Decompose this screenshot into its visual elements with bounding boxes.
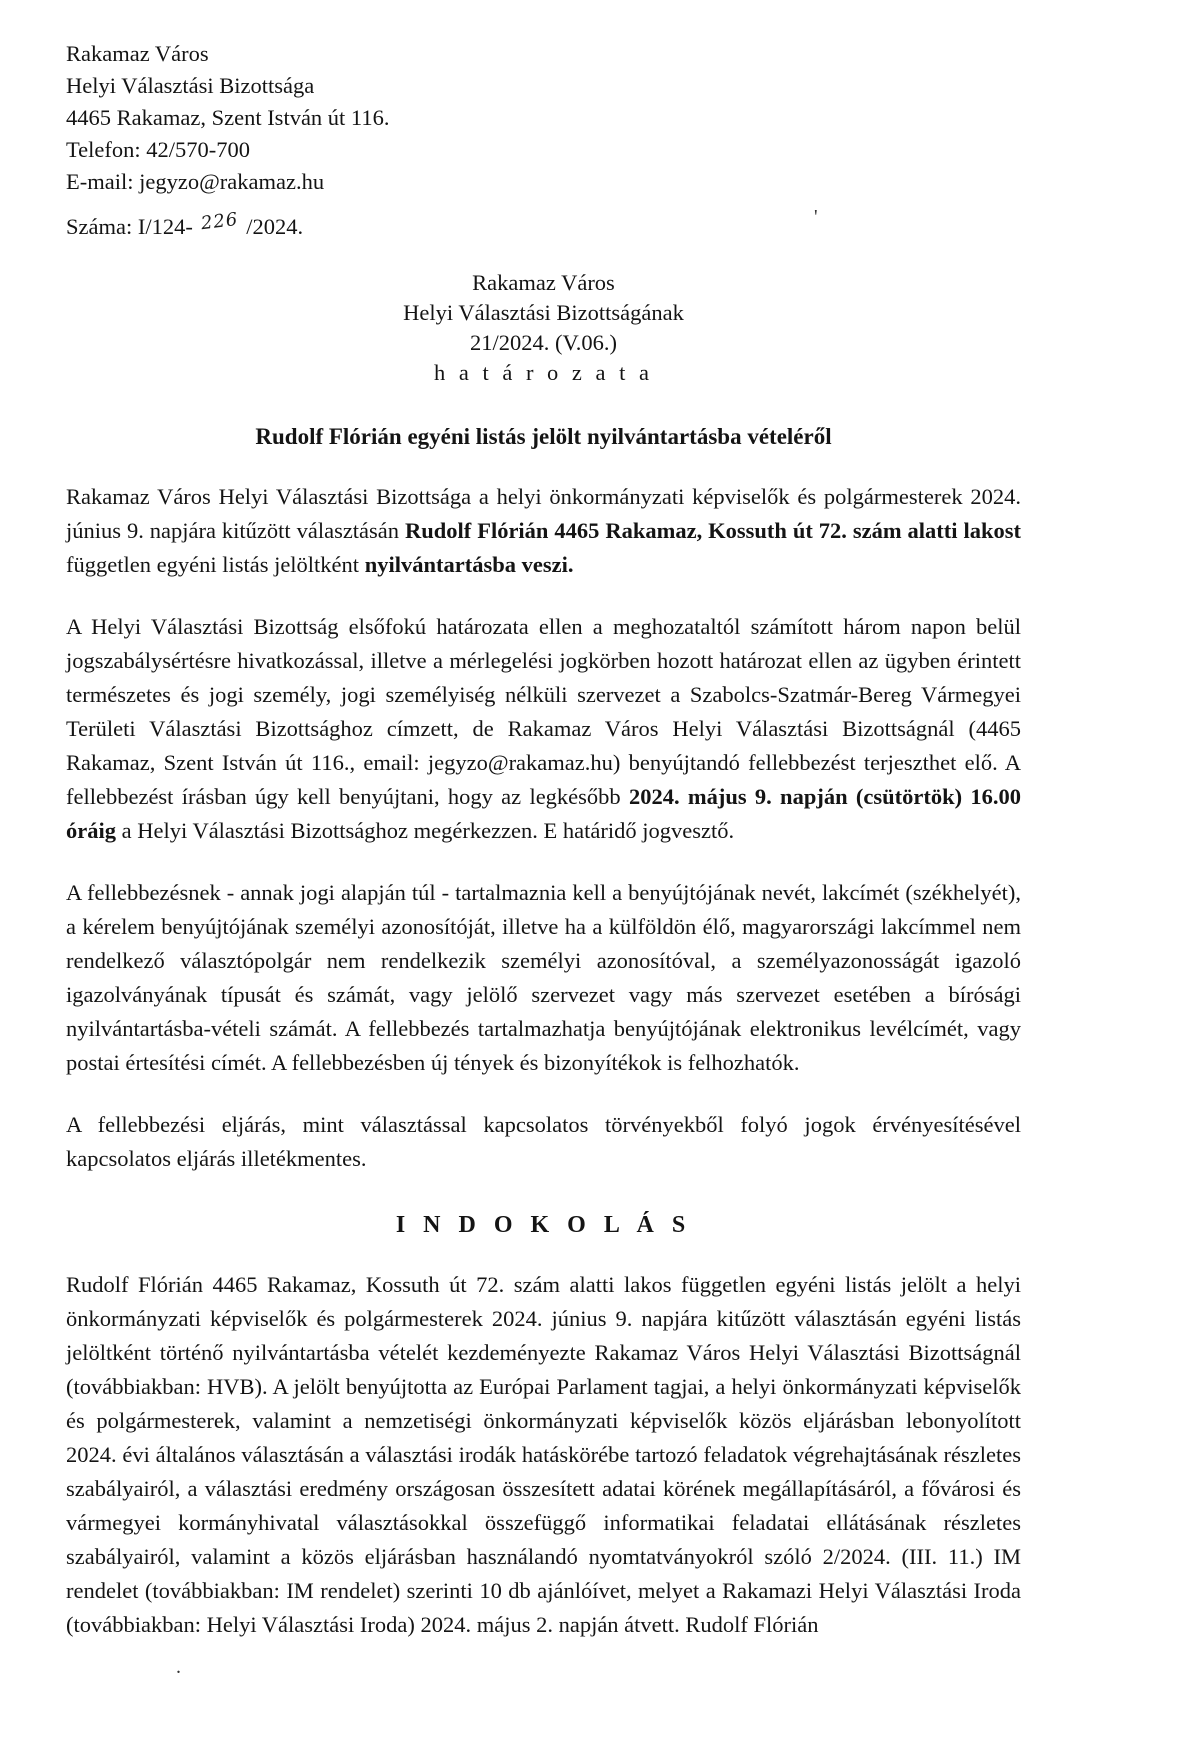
case-number-handwritten: 226 bbox=[199, 208, 240, 235]
scan-artifact-dot: . bbox=[176, 1656, 181, 1678]
sender-phone: Telefon: 42/570-700 bbox=[66, 137, 251, 162]
sender-organization-line2: Helyi Választási Bizottsága bbox=[66, 73, 315, 98]
sender-organization-line1: Rakamaz Város bbox=[66, 41, 209, 66]
case-number-line bbox=[66, 210, 1021, 246]
text-run: A fellebbezési eljárás, mint választással kapcsolatos törvényekből folyó jogok érvényesítésével kapcsolatos eljárás illetékmentes. bbox=[66, 1112, 1021, 1171]
section-heading: I N D O K O L Á S bbox=[395, 1212, 692, 1238]
resolution-title-line2: Helyi Választási Bizottságának bbox=[403, 300, 684, 325]
text-run: Rakamaz Város Helyi Választási Bizottsága a helyi önkormányzati képviselők és polgármesterek 2024. június 9. napjára kitűzött választásán bbox=[66, 484, 1021, 543]
text-run: A Helyi Választási Bizottság elsőfokú határozata ellen a meghozataltól számított három napon belül jogszabálysértésre hivatkozással, illetve a mérlegelési jogkörben hozott határozat ellen az ügyben érintett természetes és jogi személy, jogi személyiség nélküli szervezet a Szabolcs-Szatmár-Bereg Vármegyei Területi Választási Bizottsághoz címzett, de Rakamaz Város Helyi Választási Bizottságnál (4465 Rakamaz, Szent István út 116., email: jegyzo@rakamaz.hu) benyújtandó fellebbezést terjeszthet elő. A fellebbezést írásban úgy kell benyújtani, hogy az legkésőbb bbox=[66, 614, 1021, 809]
bold-text-run: Rudolf Flórián 4465 Rakamaz, Kossuth út 72. szám alatti lakost bbox=[404, 518, 1021, 543]
body-paragraph bbox=[66, 876, 1021, 1080]
scan-artifact-mark: ' bbox=[814, 206, 818, 228]
document-body bbox=[66, 480, 1021, 1642]
resolution-title-line1: Rakamaz Város bbox=[472, 270, 615, 295]
sender-email: E-mail: jegyzo@rakamaz.hu bbox=[66, 169, 325, 194]
sender-address: 4465 Rakamaz, Szent István út 116. bbox=[66, 105, 390, 130]
body-paragraph bbox=[66, 610, 1021, 848]
bold-text-run: nyilvántartásba veszi. bbox=[364, 552, 574, 577]
text-run: a Helyi Választási Bizottsághoz megérkezzen. E határidő jogvesztő. bbox=[116, 818, 735, 843]
sender-block bbox=[66, 38, 1021, 198]
case-number-suffix: /2024. bbox=[246, 214, 304, 239]
body-paragraph bbox=[66, 1108, 1021, 1176]
body-paragraph bbox=[66, 480, 1021, 582]
resolution-number: 21/2024. (V.06.) bbox=[469, 330, 618, 355]
resolution-title-block bbox=[66, 268, 1021, 388]
bold-text-run: 2024. május 9. napján (csütörtök) 16.00 óráig bbox=[66, 784, 1021, 843]
text-run: Rudolf Flórián 4465 Rakamaz, Kossuth út 72. szám alatti lakos független egyéni listás jelölt a helyi önkormányzati képviselők és polgármesterek 2024. június 9. napjára kitűzött választásán egyéni listás jelöltként történő nyilvántartásba vételét kezdeményezte Rakamaz Város Helyi Választási Bizottságnál (továbbiakban: HVB). A jelölt benyújtotta az Európai Parlament tagjai, a helyi önkormányzati képviselők és polgármesterek, valamint a nemzetiségi önkormányzati képviselők közös eljárásban lebonyolított 2024. évi általános választásán a választási irodák hatáskörébe tartozó feladatok végrehajtásának részletes szabályairól, a választási eredmény országosan összesített adatai körének megállapításáról, a fővárosi és vármegyei kormányhivatal választásokkal összefüggő informatikai feladatai ellátásának részletes szabályairól, valamint a közös eljárásban használandó nyomtatványokról szóló 2/2024. (III. 11.) IM rendelet (továbbiakban: IM rendelet) szerinti 10 db ajánlóívet, melyet a Rakamazi Helyi Választási Iroda (továbbiakban: Helyi Választási Iroda) 2024. május 2. napján átvett. Rudolf Flórián bbox=[66, 1272, 1021, 1637]
subject-title: Rudolf Flórián egyéni listás jelölt nyilvántartásba vételéről bbox=[255, 424, 832, 449]
resolution-word: h a t á r o z a t a bbox=[433, 360, 654, 385]
text-run: független egyéni listás jelöltként bbox=[66, 552, 365, 577]
text-run: A fellebbezésnek - annak jogi alapján túl - tartalmaznia kell a benyújtójának nevét, lakcímét (székhelyét), a kérelem benyújtójának személyi azonosítóját, illetve ha a külföldön élő, magyarországi lakcímmel nem rendelkező választópolgár nem rendelkezik személyi azonosítóval, a személyazonosságát igazoló igazolványának típusát és számát, vagy jelölő szervezet vagy más szervezet esetében a bírósági nyilvántartásba-vételi számát. A fellebbezés tartalmazhatja benyújtójának elektronikus levélcímét, vagy postai értesítési címét. A fellebbezésben új tények és bizonyítékok is felhozhatók. bbox=[66, 880, 1021, 1075]
case-number-prefix: Száma: I/124- bbox=[66, 214, 193, 239]
body-paragraph bbox=[66, 1268, 1021, 1642]
